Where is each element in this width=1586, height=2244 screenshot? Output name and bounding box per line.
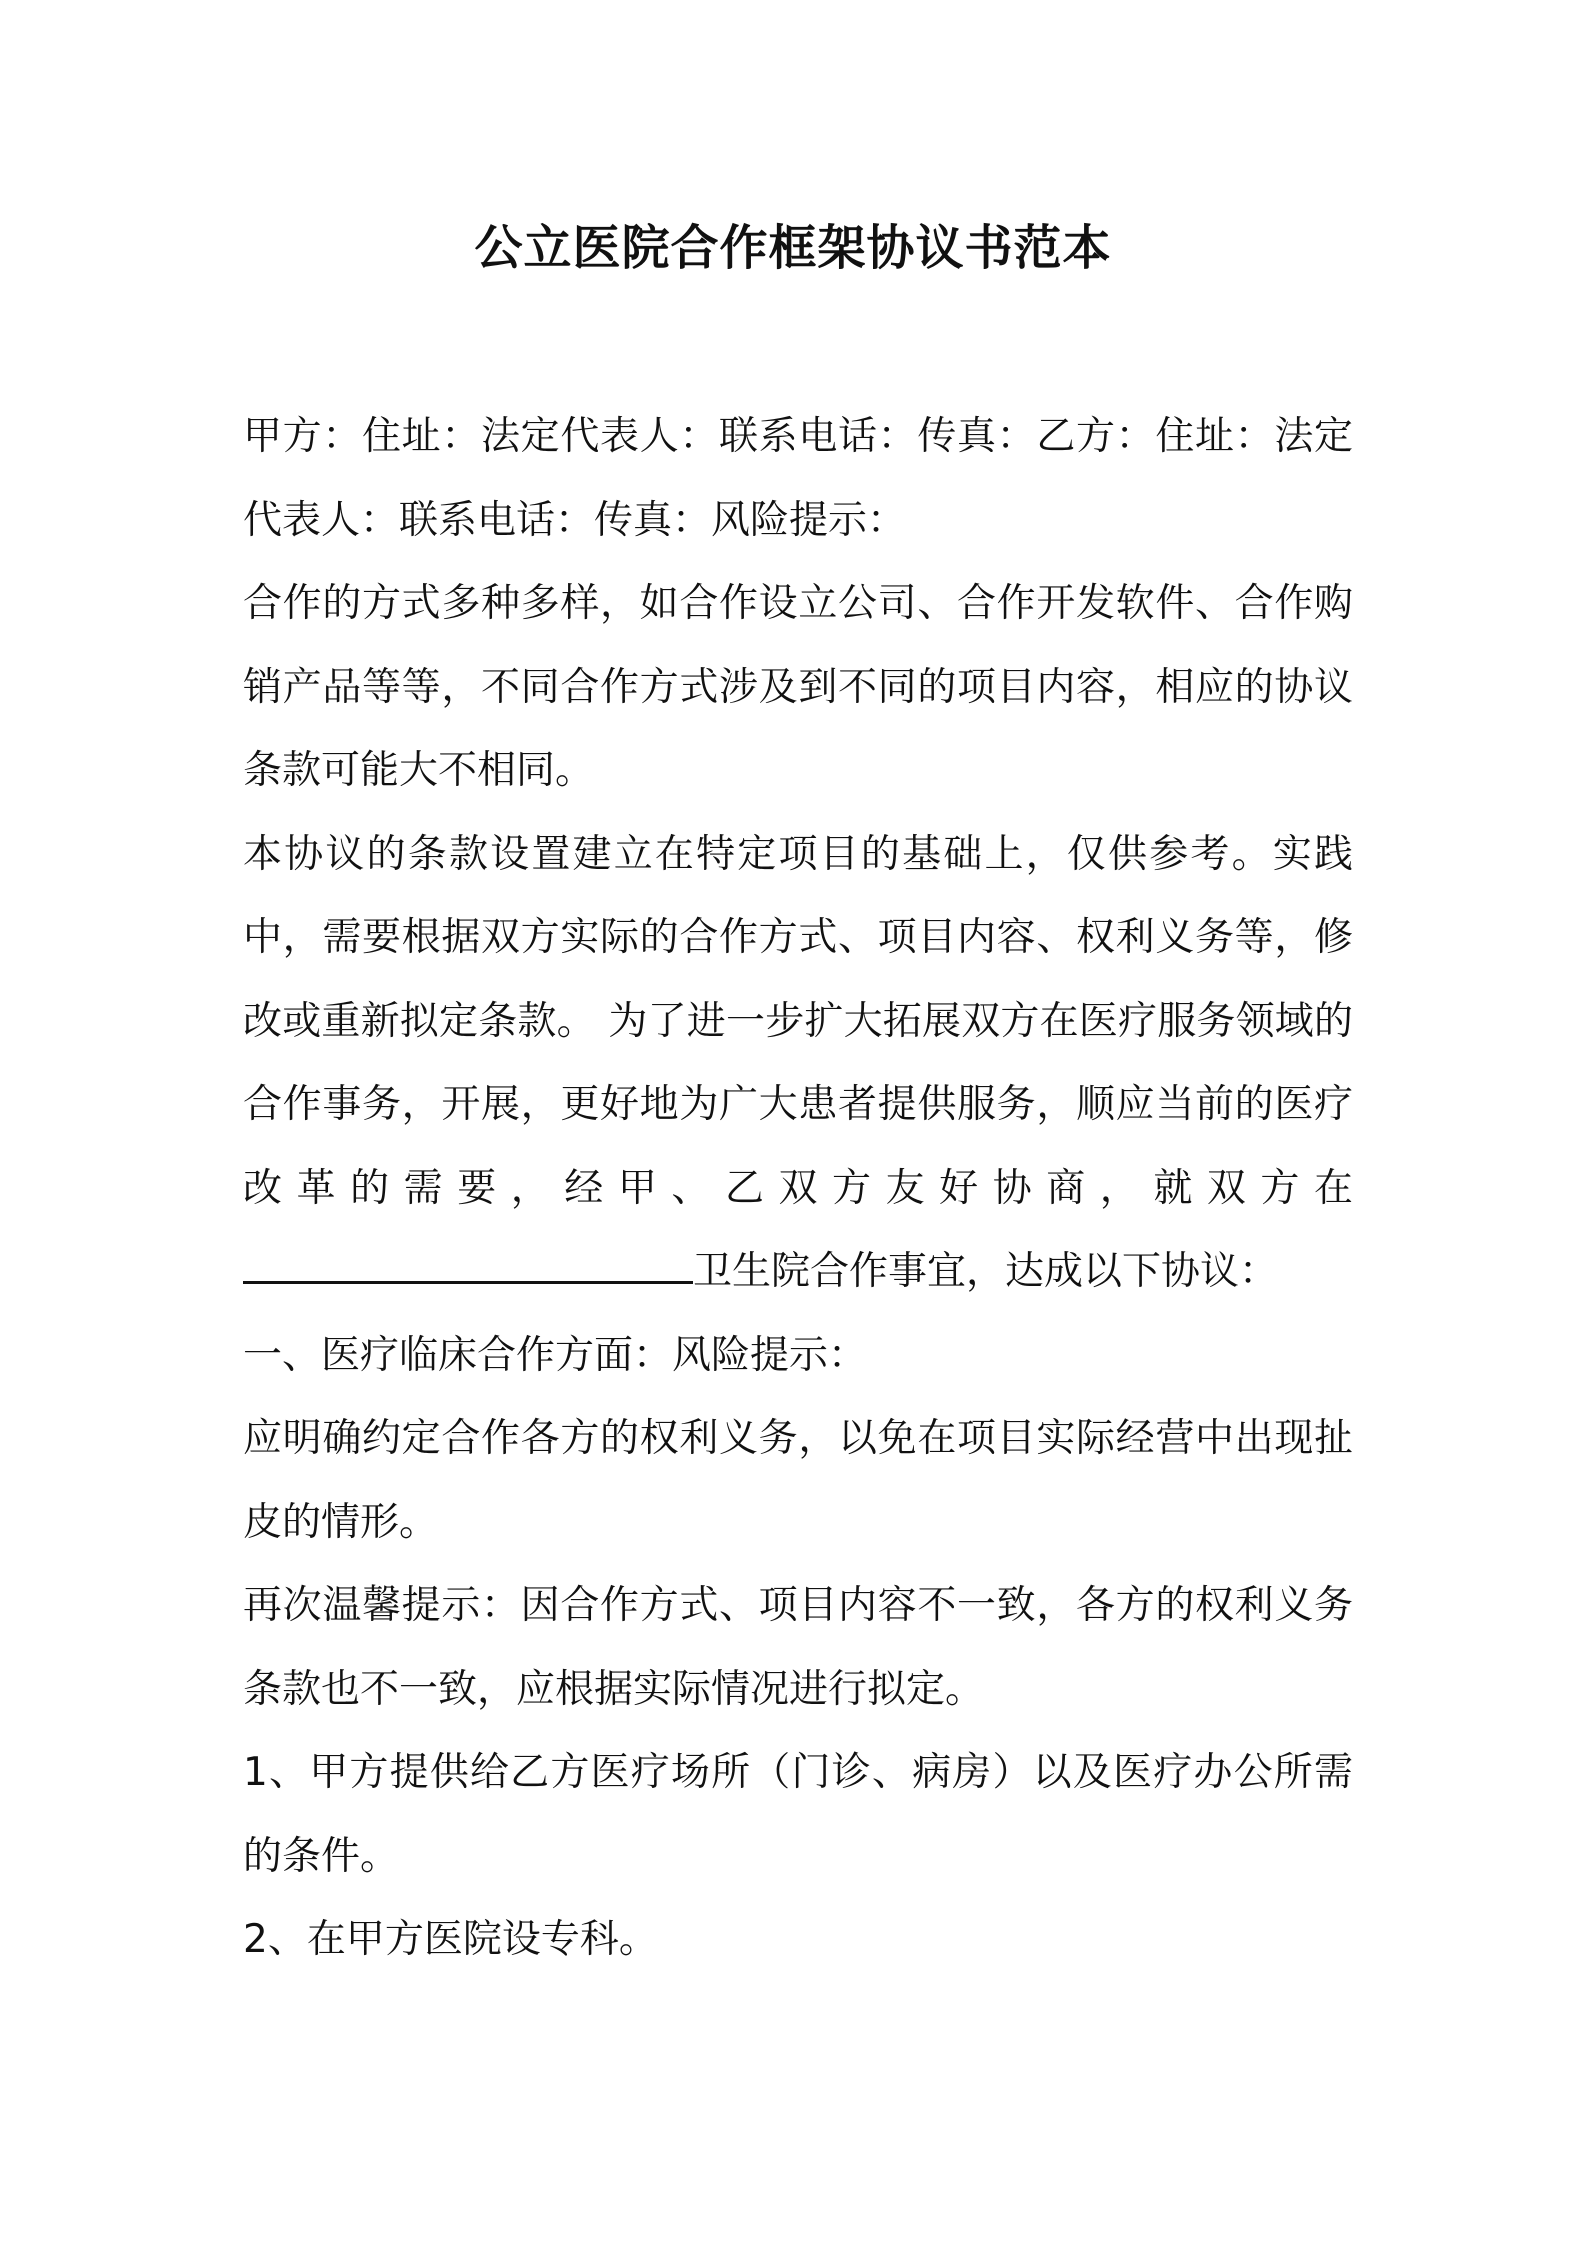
reminder-paragraph: 再次温馨提示：因合作方式、项目内容不一致，各方的权利义务条款也不一致，应根据实际情况进行拟定。 [243,1583,1353,1712]
section1-heading: 一、医疗临床合作方面：风险提示： [243,1332,868,1378]
agreement-tail-line [243,1230,1353,1314]
rights-paragraph: 应明确约定合作各方的权利义务，以免在项目实际经营中出现扯皮的情形。 [243,1416,1353,1545]
list-item-2: 2、在甲方医院设专科。 [243,1917,658,1962]
document-title: 公立医院合作框架协议书范本 [474,220,1112,276]
parties-paragraph: 甲方：住址：法定代表人：联系电话：传真：乙方：住址：法定代表人：联系电话：传真：风险提示： [243,414,1353,543]
blank-fill-line [243,1241,693,1284]
document-body [243,395,1353,1982]
cooperation-modes-paragraph: 合作的方式多种多样，如合作设立公司、合作开发软件、合作购销产品等等，不同合作方式涉及到不同的项目内容，相应的协议条款可能大不相同。 [243,581,1353,793]
agreement-tail-text: 卫生院合作事宜，达成以下协议： [693,1249,1279,1294]
reference-note-paragraph: 本协议的条款设置建立在特定项目的基础上，仅供参考。实践中，需要根据双方实际的合作方式、项目内容、权利义务等，修改或重新拟定条款。 为了进一步扩大拓展双方在医疗服务领域的合作事务，开展，更好地为广大患者提供服务，顺应当前的医疗改革的需要，经甲、乙双方友好协商，就双方在 [243,831,1353,1211]
list-item-1: 1、甲方提供给乙方医疗场所（门诊、病房）以及医疗办公所需的条件。 [243,1750,1353,1879]
